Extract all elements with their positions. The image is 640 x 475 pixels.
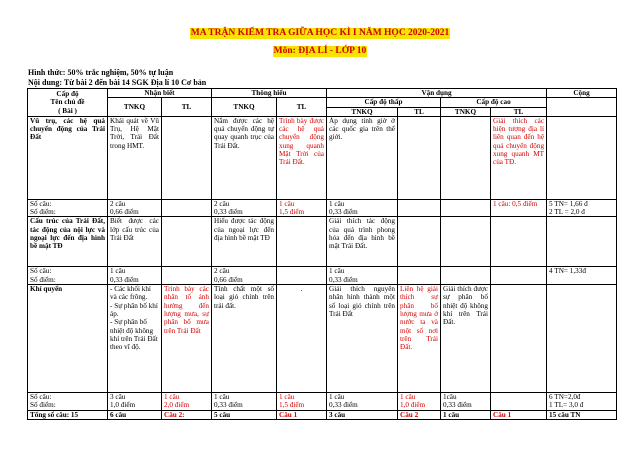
cell: 1câu 0,33 điểm [441,393,491,411]
cell: Nắm được các hệ quả chuyển động tự quay quanh trục của Trái Đất. [212,116,277,199]
cell [162,217,212,267]
document-subtitle: Môn: ĐỊA LÍ - LỚP 10 [273,46,367,56]
nb-tl-header: TL [162,98,212,117]
cell: Khái quát về Vũ Trụ, Hệ Mặt Trời, Trái Đất trong HMT. [108,116,162,199]
vc-tnkq-header: TNKQ [441,107,491,116]
cap-do-cao-header: Cấp độ cao [441,98,547,107]
cell [398,217,441,267]
cell: Giải thích tác động của quá trình phong hóa đến địa hình bề mặt Trái Đất. [327,217,398,267]
th-tnkq-header: TNKQ [212,98,277,117]
cell [491,267,547,285]
cell: 1 câu 0,33 điểm [108,267,162,285]
topic-header: Cấp độ Tên chủ đề ( Bài ) [28,89,108,117]
cell [162,116,212,199]
header-row-1 [28,89,617,98]
cell: 1 câu 0,33 điểm [327,199,398,217]
vc-tl-header: TL [491,107,547,116]
cap-do-thap-header: Cấp độ thấp [327,98,441,107]
cell: 2 câu 0,33 điểm [212,199,277,217]
cell: Biết được các lớp cấu trúc của Trái Đất [108,217,162,267]
vt-tl-header: TL [398,107,441,116]
cell: 5 TN= 1,66 đ 2 TL = 2,0 đ [547,199,617,217]
cell [547,285,617,393]
cell [162,199,212,217]
stats-row-structure [28,267,617,285]
cell [398,116,441,199]
stats-label: Số câu: Số điểm: [28,199,108,217]
exam-content: Nội dung: Từ bài 2 đến bài 14 SGK Địa lí 10 Cơ bản [28,78,207,87]
cell [398,267,441,285]
topic-atmosphere: Khí quyển [28,285,108,393]
document-title: MA TRẬN KIỂM TRA GIỮA HỌC KÌ I NĂM HỌC 2020-2021 [190,28,450,38]
cell: 1 câu 0,33 điểm [212,393,277,411]
cell: 2 câu 0,66 điểm [212,267,277,285]
cell: 4 TN= 1,33đ [547,267,617,285]
cong-header: Cộng [547,89,617,98]
topic-structure: Cấu trúc của Trái Đất, tác động của nội lực và ngoại lực đến địa hình bề mặt TĐ [28,217,108,267]
nhan-biet-header: Nhận biết [108,89,212,98]
cell: Trình bày được các hệ quả chuyển động xung quanh Mặt Trời của Trái Đất. [277,116,327,199]
cell: 1 câu: 0,5 điểm [491,199,547,217]
cell: Áp dụng tính giờ ở các quốc gia trên thế giới. [327,116,398,199]
vt-tnkq-header: TNKQ [327,107,398,116]
stats-row-atmosphere [28,393,617,411]
cell [491,393,547,411]
stats-label: Số câu: Số điểm: [28,393,108,411]
cell: Trình bày các nhân tố ảnh hưởng đến lượng mưa, sự phân bố mưa trên Trái Đất [162,285,212,393]
header-row-2 [28,98,617,107]
cell: Câu 2: [162,410,212,419]
cell [491,217,547,267]
cell: - Các khối khí và các frông. - Sự phân bố khí áp. - Sự phân bố nhiệt độ không khí trên Trái Đất theo vĩ độ. [108,285,162,393]
topic-universe: Vũ trụ, các hệ quả chuyển động của Trái Đất [28,116,108,199]
total-row [28,410,617,419]
total-label: Tổng số câu: 15 [28,410,108,419]
cell: 5 câu [212,410,277,419]
van-dung-header: Vận dụng [327,89,547,98]
cell: 3 câu [327,410,398,419]
cell: Giải thích nguyên nhân hình thành một số loại gió chính trên Trái Đất [327,285,398,393]
exam-matrix-table [27,88,617,420]
cell [398,199,441,217]
th-tl-header: TL [277,98,327,117]
exam-meta [28,68,640,88]
cong-header-blank [547,98,617,117]
cell: 3 câu 1,0 điểm [108,393,162,411]
cell [277,267,327,285]
cell: Câu 2 [398,410,441,419]
cell: 1 câu 0,33 điểm [327,267,398,285]
cell: Liên hệ giải thích sự phân bố lượng mưa ở nước ta và một số nơi trên Trái Đất. [398,285,441,393]
cell [491,285,547,393]
cell: Hiểu được tác động của ngoại lực đến địa hình bề mặt TĐ [212,217,277,267]
cell: Tính chất một số loại gió chính trên trái đất. [212,285,277,393]
cell [441,116,491,199]
thong-hieu-header: Thông hiểu [212,89,327,98]
exam-format: Hình thức: 50% trắc nghiệm, 50% tự luận [28,68,174,77]
cell [441,267,491,285]
cell: Giải thích được sự phân bố nhiệt độ không khí trên Trái Đất. [441,285,491,393]
cell: 2 câu 0,66 điểm [108,199,162,217]
cell: 1 câu 1,5 điểm [277,199,327,217]
cell: Câu 1 [277,410,327,419]
cell: . [277,285,327,393]
cell [162,267,212,285]
cell: 1 câu [441,410,491,419]
cell: 1 câu 1,0 điểm [398,393,441,411]
cell [547,217,617,267]
cell: 1 câu 1,5 điểm [277,393,327,411]
topic-row-atmosphere [28,285,617,393]
cell: 1 câu 0,33 điểm [327,393,398,411]
cell [547,116,617,199]
cell [277,217,327,267]
cell: 1 câu 2,0 điểm [162,393,212,411]
cell: 6 TN=2,0đ 1 TL= 3,0 đ [547,393,617,411]
topic-row-universe [28,116,617,199]
stats-row-universe [28,199,617,217]
topic-row-structure [28,217,617,267]
cell [441,217,491,267]
nb-tnkq-header: TNKQ [108,98,162,117]
cell: 15 câu TN [547,410,617,419]
stats-label: Số câu: Số điểm: [28,267,108,285]
cell: Câu 1 [491,410,547,419]
cell: Giải thích các hiện tượng địa lí liên quan đến hệ quả chuyển động xung quanh MT của TĐ. [491,116,547,199]
cell: 6 câu [108,410,162,419]
cell [441,199,491,217]
